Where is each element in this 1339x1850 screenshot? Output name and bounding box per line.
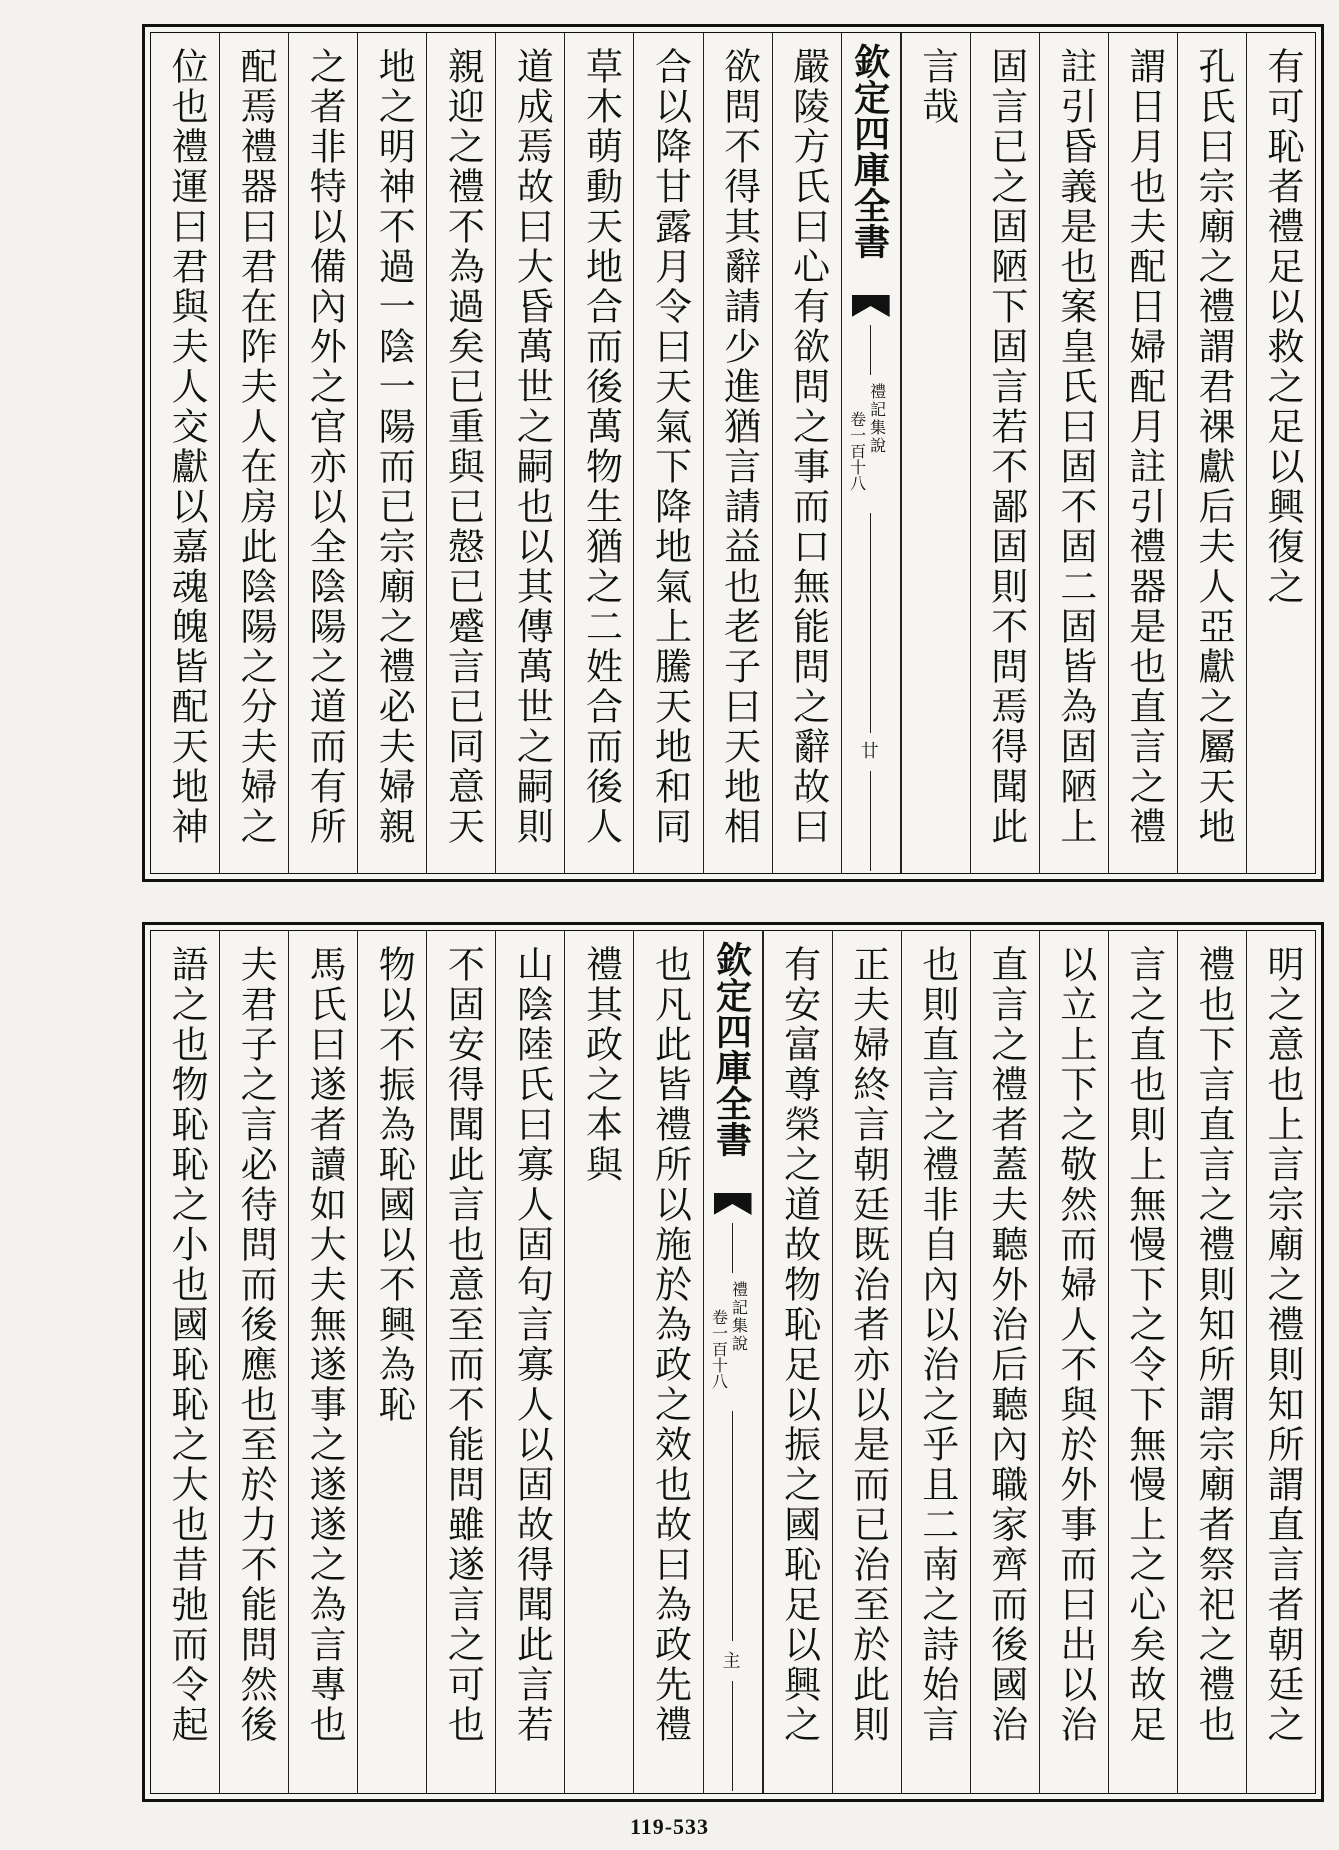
text-column: 欲問不得其辭請少進猶言請益也老子曰天地相 <box>703 33 772 873</box>
fold-line <box>870 513 872 733</box>
text-column: 言哉 <box>901 33 970 873</box>
fold-line <box>732 1411 734 1641</box>
text-column: 之者非特以備內外之官亦以全陰陽之道而有所 <box>288 33 357 873</box>
text-column: 有安富尊榮之道故物恥足以振之國恥足以興之 <box>763 931 832 1793</box>
text-column: 馬氏曰遂者讀如大夫無遂事之遂遂之為言專也 <box>288 931 357 1793</box>
text-column: 固言已之固陋下固言若不鄙固則不問焉得聞此 <box>970 33 1039 873</box>
folio-number: 主 <box>719 1651 741 1669</box>
text-column: 山陰陸氏曰寡人固句言寡人以固故得聞此言若 <box>495 931 564 1793</box>
text-column: 親迎之禮不為過矣已重與已慤已蹙言已同意天 <box>426 33 495 873</box>
center-fold-column <box>841 33 901 873</box>
fold-line <box>870 771 872 871</box>
series-title: 欽定四庫全書 <box>710 941 753 1157</box>
fold-line <box>732 1681 734 1791</box>
text-column: 也凡此皆禮所以施於為政之效也故曰為政先禮 <box>633 931 702 1793</box>
text-column: 也則直言之禮非自內以治之乎且二南之詩始言 <box>901 931 970 1793</box>
text-column: 有可恥者禮足以救之足以興復之 <box>1246 33 1315 873</box>
text-column: 不固安得聞此言也意至而不能問雖遂言之可也 <box>426 931 495 1793</box>
fish-tail-mark <box>714 1193 752 1215</box>
text-column: 配焉禮器曰君在阼夫人在房此陰陽之分夫婦之 <box>219 33 288 873</box>
text-column: 以立上下之敬然而婦人不與於外事而曰出以治 <box>1039 931 1108 1793</box>
text-column: 孔氏曰宗廟之禮謂君祼獻后夫人亞獻之屬天地 <box>1177 33 1246 873</box>
text-column: 道成焉故曰大昏萬世之嗣也以其傳萬世之嗣則 <box>495 33 564 873</box>
text-column: 禮其政之本與 <box>564 931 633 1793</box>
text-column: 語之也物恥恥之小也國恥恥之大也昔弛而令起 <box>165 945 209 1745</box>
bottom-page-panel <box>142 922 1324 1802</box>
center-fold-column <box>703 931 763 1793</box>
folio-number: 廿 <box>857 741 879 759</box>
text-column: 嚴陵方氏曰心有欲問之事而口無能問之辭故曰 <box>772 33 841 873</box>
text-column: 謂日月也夫配日婦配月註引禮器是也直言之禮 <box>1108 33 1177 873</box>
text-column: 草木萌動天地合而後萬物生猶之二姓合而後人 <box>564 33 633 873</box>
volume-label: 卷一百十八 <box>709 1309 729 1389</box>
text-column: 地之明神不過一陰一陽而已宗廟之禮必夫婦親 <box>357 33 426 873</box>
top-page-panel <box>142 24 1324 882</box>
text-column: 夫君子之言必待問而後應也至於力不能問然後 <box>219 931 288 1793</box>
book-title: 禮記集說 <box>867 383 887 455</box>
text-column: 正夫婦終言朝廷既治者亦以是而已治至於此則 <box>832 931 901 1793</box>
text-column: 禮也下言直言之禮則知所謂宗廟者祭祀之禮也 <box>1177 931 1246 1793</box>
text-column: 註引昏義是也案皇氏曰固不固二固皆為固陋上 <box>1039 33 1108 873</box>
fold-line <box>870 325 872 375</box>
text-column: 位也禮運曰君與夫人交獻以嘉魂魄皆配天地神 <box>165 47 209 847</box>
fold-line <box>732 1223 734 1273</box>
page-number: 119-533 <box>629 1814 710 1839</box>
text-column: 直言之禮者蓋夫聽外治后聽內職家齊而後國治 <box>970 931 1039 1793</box>
volume-label: 卷一百十八 <box>847 411 867 491</box>
fish-tail-mark <box>852 295 890 317</box>
top-page-columns <box>151 33 1315 873</box>
book-title: 禮記集說 <box>729 1281 749 1353</box>
text-column: 物以不振為恥國以不興為恥 <box>357 931 426 1793</box>
text-column: 言之直也則上無慢下之令下無慢上之心矣故足 <box>1108 931 1177 1793</box>
text-column: 明之意也上言宗廟之禮則知所謂直言者朝廷之 <box>1246 931 1315 1793</box>
bottom-page-columns <box>151 931 1315 1793</box>
series-title: 欽定四庫全書 <box>848 43 891 259</box>
text-column: 合以降甘露月令曰天氣下降地氣上騰天地和同 <box>633 33 702 873</box>
